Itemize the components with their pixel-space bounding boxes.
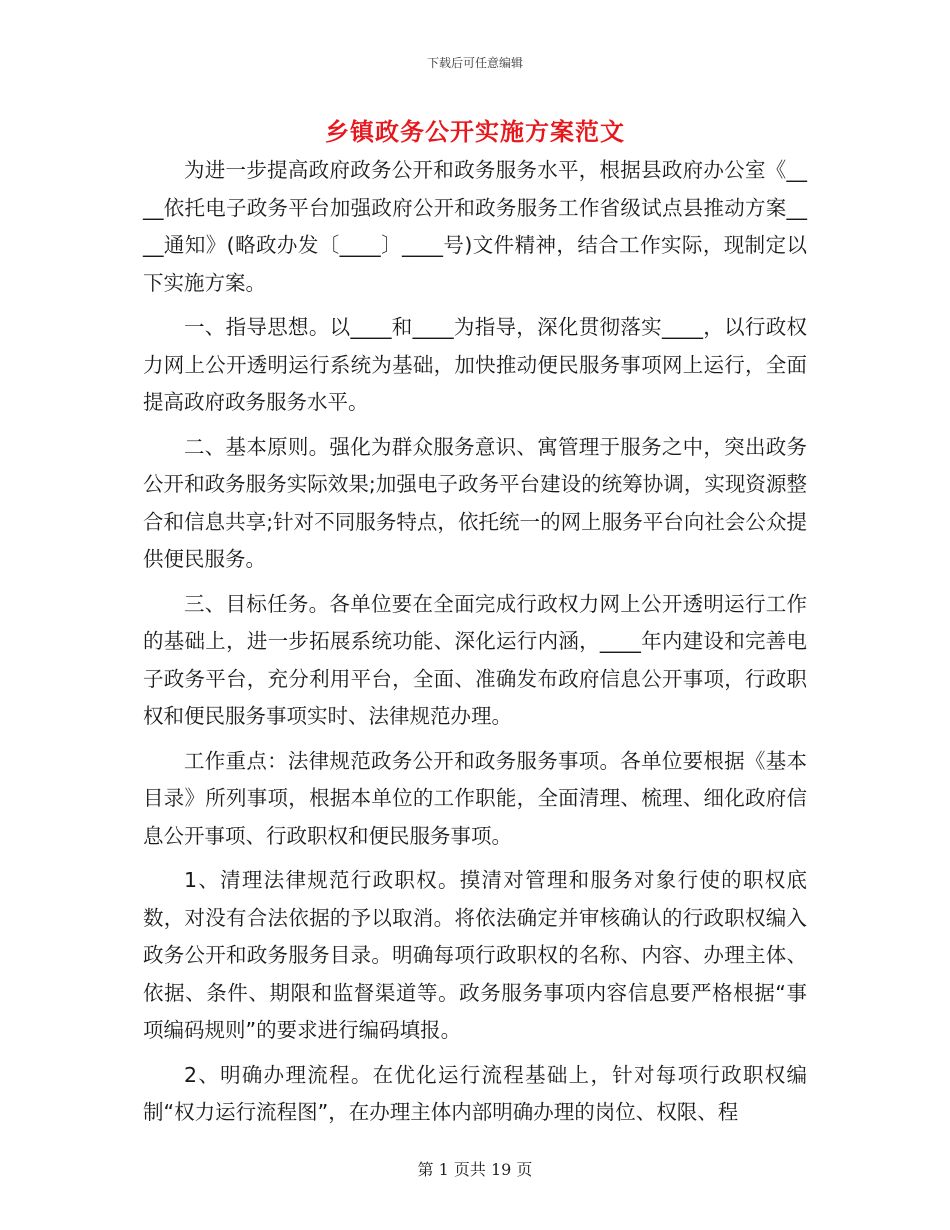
document-body: [143, 152, 807, 1139]
paragraph-intro: 为进一步提高政府政务公开和政务服务水平，根据县政府办公室《____依托电子政务平台加强政府公开和政务服务工作省级试点县推动方案____通知》(略政办发〔____〕____号)文件精神，结合工作实际，现制定以下实施方案。: [143, 158, 807, 295]
paragraph-item-1: 1、清理法律规范行政职权。摸清对管理和服务对象行使的职权底数，对没有合法依据的予以取消。将依法确定并审核确认的行政职权编入政务公开和政务服务目录。明确每项行政职权的名称、内容、办理主体、依据、条件、期限和监督渠道等。政务服务事项内容信息要严格根据“事项编码规则”的要求进行编码填报。: [143, 868, 807, 1042]
paragraph-guiding-thought: 一、指导思想。以____和____为指导，深化贯彻落实____，以行政权力网上公开透明运行系统为基础，加快推动便民服务事项网上运行，全面提高政府政务服务水平。: [143, 315, 807, 414]
paragraph-item-2: 2、明确办理流程。在优化运行流程基础上，针对每项行政职权编制“权力运行流程图”，在办理主体内部明确办理的岗位、权限、程: [143, 1062, 807, 1124]
header-note: 下载后可任意编辑: [426, 56, 523, 70]
document-title: 乡镇政务公开实施方案范文: [325, 118, 625, 146]
paragraph-target-tasks: 三、目标任务。各单位要在全面完成行政权力网上公开透明运行工作的基础上，进一步拓展系统功能、深化运行内涵，____年内建设和完善电子政务平台，充分利用平台，全面、准确发布政府信息公开事项，行政职权和便民服务事项实时、法律规范办理。: [143, 591, 807, 728]
paragraph-basic-principles: 二、基本原则。强化为群众服务意识、寓管理于服务之中，突出政务公开和政务服务实际效果;加强电子政务平台建设的统筹协调，实现资源整合和信息共享;针对不同服务特点，依托统一的网上服务平台向社会公众提供便民服务。: [143, 434, 807, 571]
page-number: 第 1 页共 19 页: [417, 1160, 533, 1179]
paragraph-work-focus: 工作重点：法律规范政务公开和政务服务事项。各单位要根据《基本目录》所列事项，根据本单位的工作职能，全面清理、梳理、细化政府信息公开事项、行政职权和便民服务事项。: [143, 748, 807, 848]
